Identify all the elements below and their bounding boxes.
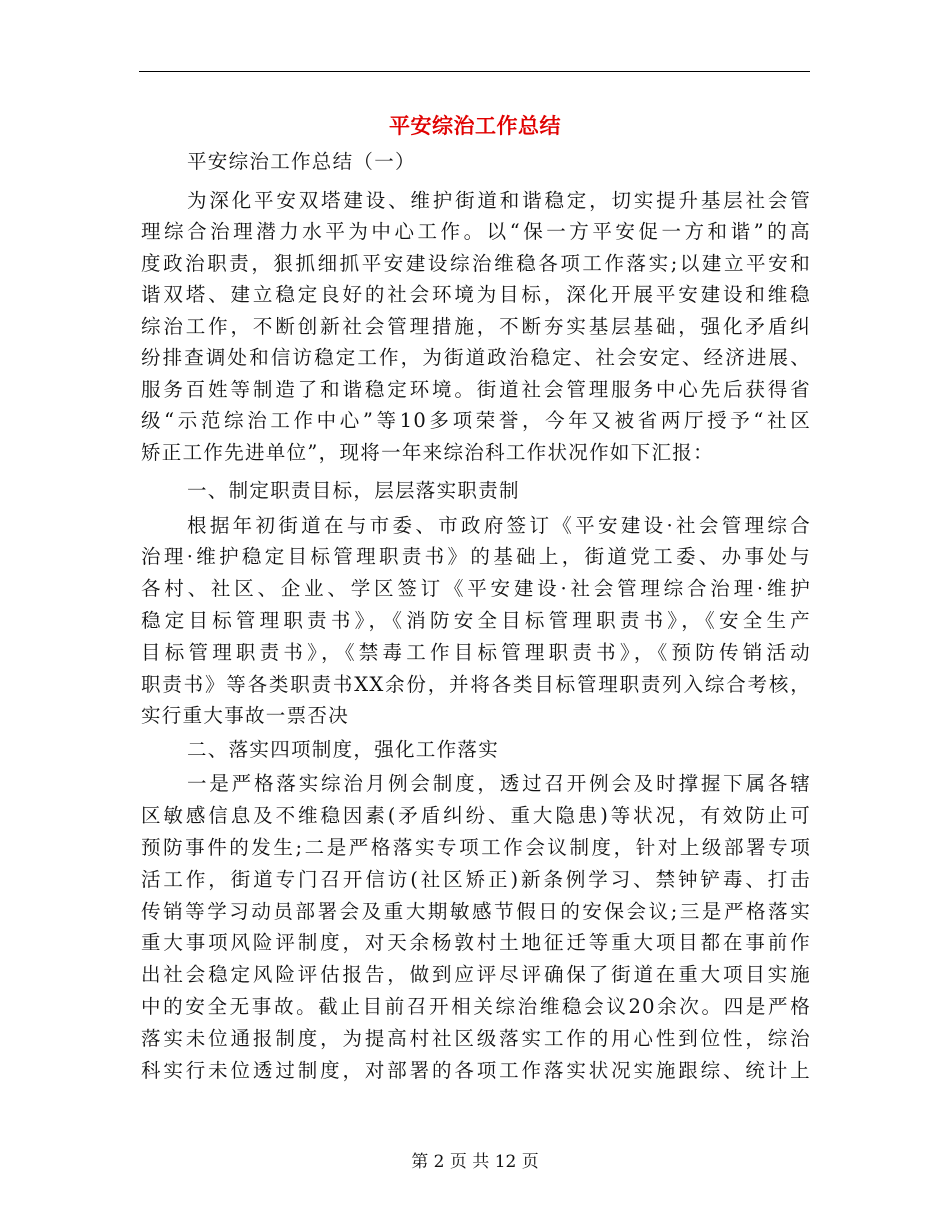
paragraph-line: 稳定目标管理职责书》，《消防安全目标管理职责书》，《安全生产 xyxy=(141,609,811,632)
paragraph-line: 实行重大事故一票否决 xyxy=(141,704,350,727)
section-heading: 平安综治工作总结（一） xyxy=(187,150,416,173)
header-rule xyxy=(139,71,810,72)
paragraph-line: 治理·维护稳定目标管理职责书》的基础上，街道党工委、办事处与 xyxy=(141,545,811,568)
paragraph-line: 一是严格落实综治月例会制度，透过召开例会及时撑握下属各辖 xyxy=(187,772,811,795)
paragraph-line: 级“示范综治工作中心”等10多项荣誉，今年又被省两厅授予“社区 xyxy=(141,409,811,432)
paragraph-line: 为深化平安双塔建设、维护街道和谐稳定，切实提升基层社会管 xyxy=(187,189,811,212)
paragraph-line: 根据年初街道在与市委、市政府签订《平安建设·社会管理综合 xyxy=(187,514,811,537)
section-heading: 二、落实四项制度，强化工作落实 xyxy=(187,738,500,761)
paragraph-line: 职责书》等各类职责书XX余份，并将各类目标管理职责列入综合考核， xyxy=(141,673,811,696)
paragraph-line: 目标管理职责书》，《禁毒工作目标管理职责书》，《预防传销活动 xyxy=(141,641,811,664)
section-heading: 一、制定职责目标，层层落实职责制 xyxy=(187,479,520,502)
paragraph-line: 预防事件的发生;二是严格落实专项工作会议制度，针对上级部署专项 xyxy=(141,836,811,859)
paragraph-line: 传销等学习动员部署会及重大期敏感节假日的安保会议;三是严格落实 xyxy=(141,900,811,923)
page-number: 2 xyxy=(433,1152,445,1172)
paragraph-line: 服务百姓等制造了和谐稳定环境。街道社会管理服务中心先后获得省 xyxy=(141,378,811,401)
footer-middle: 页 共 xyxy=(449,1152,490,1172)
paragraph-line: 理综合治理潜力水平为中心工作。以“保一方平安促一方和谐”的高 xyxy=(141,220,811,243)
paragraph-line: 度政治职责，狠抓细抓平安建设综治维稳各项工作落实;以建立平安和 xyxy=(141,252,811,275)
paragraph-line: 谐双塔、建立稳定良好的社会环境为目标，深化开展平安建设和维稳 xyxy=(141,283,811,306)
paragraph-line: 区敏感信息及不维稳因素(矛盾纠纷、重大隐患)等状况，有效防止可 xyxy=(141,804,811,827)
paragraph-line: 各村、社区、企业、学区签订《平安建设·社会管理综合治理·维护 xyxy=(141,577,811,600)
footer-prefix: 第 xyxy=(411,1152,429,1172)
paragraph-line: 科实行未位透过制度，对部署的各项工作落实状况实施跟综、统计上 xyxy=(141,1059,811,1082)
footer-suffix: 页 xyxy=(521,1152,539,1172)
paragraph-line: 出社会稳定风险评估报告，做到应评尽评确保了街道在重大项目实施 xyxy=(141,963,811,986)
paragraph-line: 活工作，街道专门召开信访(社区矫正)新条例学习、禁钟铲毒、打击 xyxy=(141,868,811,891)
document-title: 平安综治工作总结 xyxy=(389,114,561,138)
paragraph-line: 纷排查调处和信访稳定工作，为街道政治稳定、社会安定、经济进展、 xyxy=(141,346,811,369)
paragraph-line: 中的安全无事故。截止目前召开相关综治维稳会议20余次。四是严格 xyxy=(141,995,811,1018)
page-total: 12 xyxy=(494,1152,517,1172)
paragraph-line: 综治工作，不断创新社会管理措施，不断夯实基层基础，强化矛盾纠 xyxy=(141,315,811,338)
page-footer xyxy=(0,1150,950,1174)
paragraph-line: 重大事项风险评制度，对天余杨敦村土地征迁等重大项目都在事前作 xyxy=(141,931,811,954)
paragraph-line: 矫正工作先进单位”，现将一年来综治科工作状况作如下汇报： xyxy=(141,441,714,464)
paragraph-line: 落实未位通报制度，为提高村社区级落实工作的用心性到位性，综治 xyxy=(141,1027,811,1050)
